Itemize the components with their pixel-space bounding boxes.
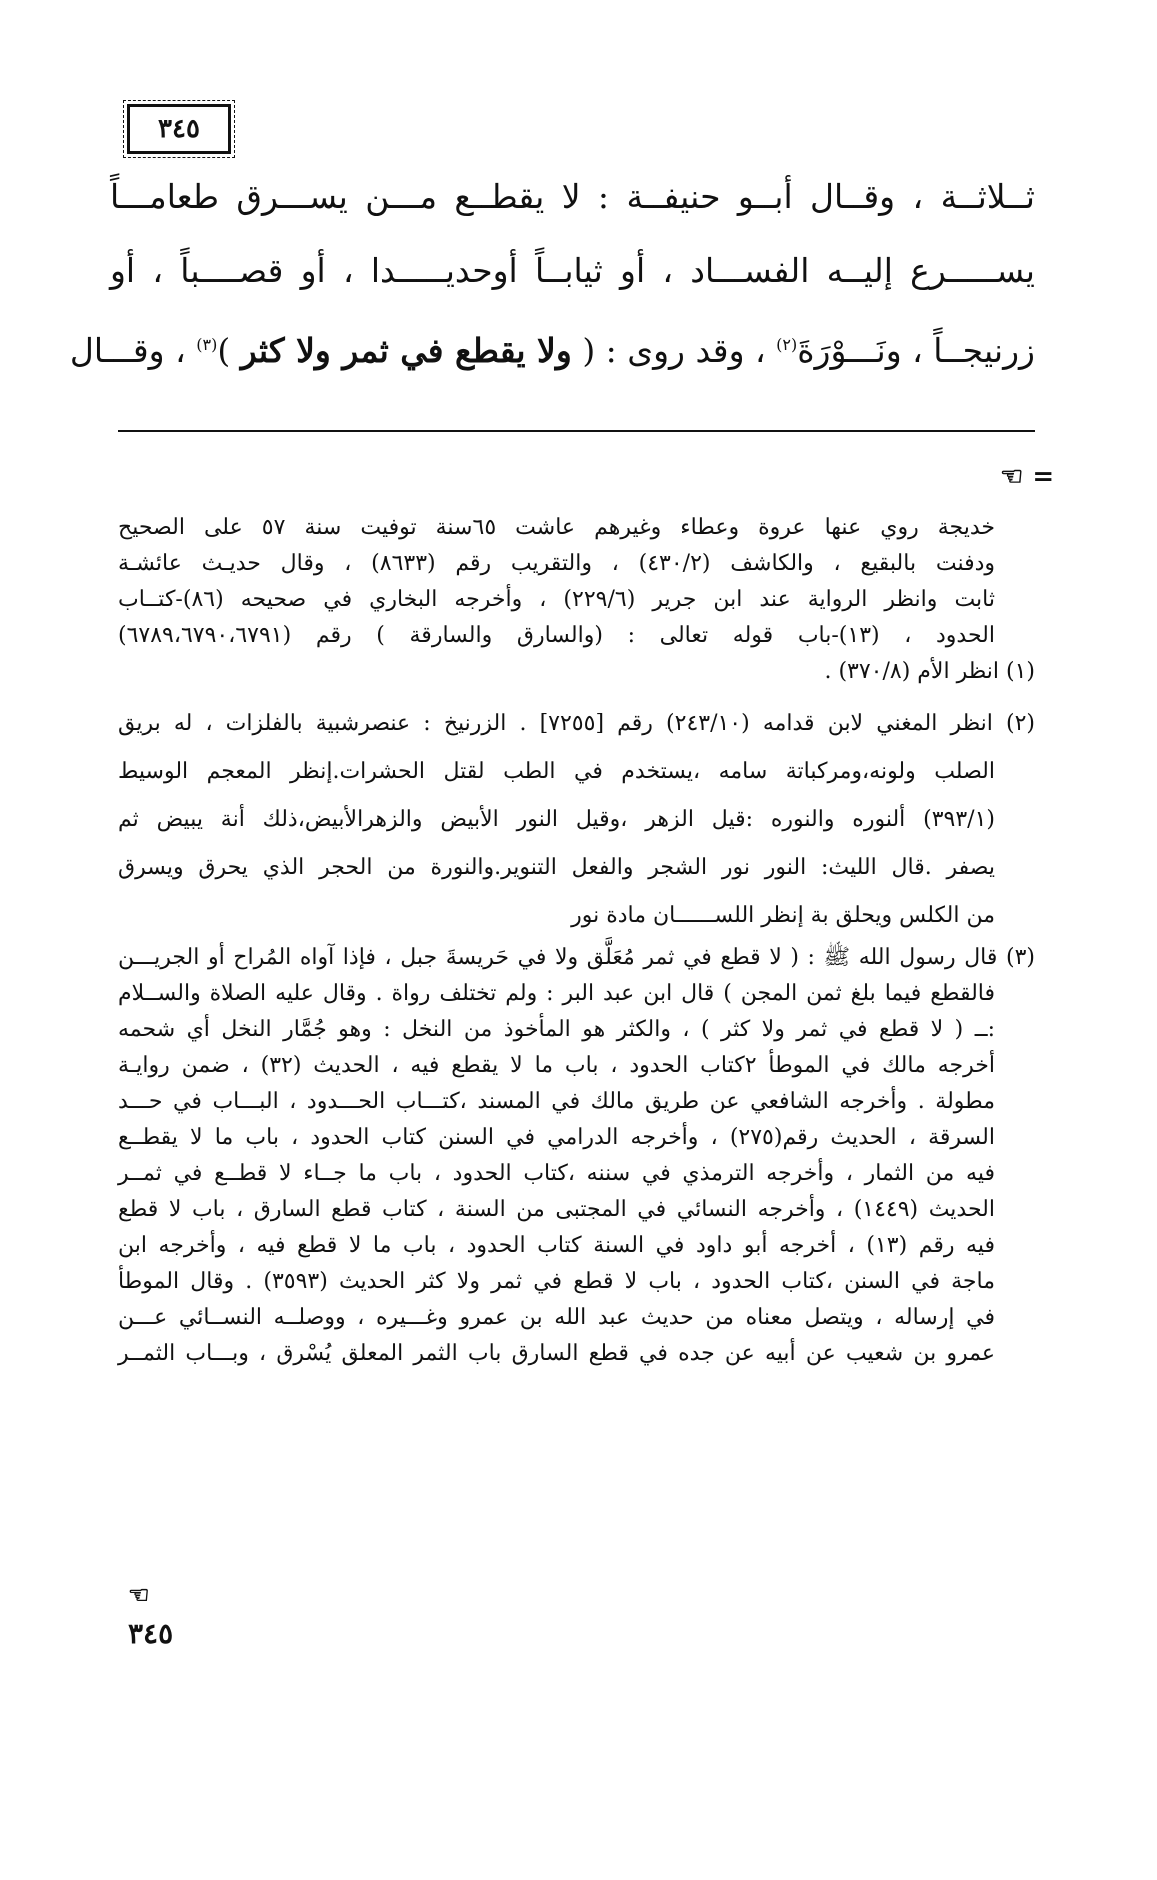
footnote-3-line: فيه من الثمار ، وأخرجه الترمذي في سننه ،كتاب الحدود ، باب ما جــاء لا قطــع في ثمــر xyxy=(118,1161,995,1186)
footnote-3-line: فالقطع فيما بلغ ثمن المجن ) قال ابن عبد البر : ولم تختلف رواة . وقال عليه الصلاة والســلام xyxy=(118,981,995,1006)
footnote-2-line: (٣٩٣/١) ألنوره والنوره :قيل الزهر ،وقيل النور الأبيض والزهرالأبيض،ذلك أنة يبيض ثم xyxy=(118,807,995,832)
footnote-3-line: ماجة في السنن ،كتاب الحدود ، باب لا قطع في ثمر ولا كثر الحديث (٣٥٩٣) . وقال الموطأ xyxy=(118,1269,995,1294)
footnote-3-line: فيه رقم (١٣) ، أخرجه أبو داود في السنة كتاب الحدود ، باب ما لا قطع فيه ، وأخرجه ابن xyxy=(118,1233,995,1258)
footnote-2-line: يصفر .قال الليث: النور نور الشجر والفعل التنوير.والنورة من الحجر الذي يحرق ويسرق xyxy=(118,855,995,880)
pointing-hand-icon: ☜ xyxy=(128,1580,150,1609)
footnote-line: الحدود ، (١٣)-باب قوله تعالى : (والسارق والسارقة ) رقم (٦٧٨٩،٦٧٩٠،٦٧٩١) xyxy=(118,623,995,648)
footnote-3-line: السرقة ، الحديث رقم(٢٧٥) ، وأخرجه الدرامي في السنن كتاب الحدود ، باب ما لا يقطــع xyxy=(118,1125,995,1150)
footnote-3-line: :ــ ( لا قطع في ثمر ولا كثر ) ، والكثر هو المأخوذ من النخل : وهو جُمَّار النخل أي شحمه xyxy=(118,1017,995,1042)
footnote-3-line: أخرجه مالك في الموطأ ٢كتاب الحدود ، باب ما لا يقطع فيه ، الحديث (٣٢) ، ضمن روايـة xyxy=(118,1053,995,1078)
page-number-badge: ٣٤٥ xyxy=(127,104,231,154)
footnotes-block xyxy=(118,510,1035,1372)
main-text-line xyxy=(69,308,1035,382)
main-text-line: ثــلاثــة ، وقــال أبــو حنيفــة : لا يقطــع مـــن يســـرق طعامـــاً xyxy=(110,177,1035,216)
main-text-line: يســـــرع إليــه الفســـاد ، أو ثيابــاً أوحديـــــدا ، أو قصــــباً ، أو xyxy=(110,251,1035,290)
footnote-3-line: في إرساله ، ويتصل معناه من حديث عبد الله بن عمرو وغـــيره ، ووصلــه النســائي عـــن xyxy=(118,1305,995,1330)
main-text-segment: ) xyxy=(217,331,241,370)
continuation-arrow-icon: ☜ = xyxy=(1000,462,1055,492)
footnote-3-line: مطولة . وأخرجه الشافعي عن طريق مالك في المسند ،كتـــاب الحـــدود ، البـــاب في حـــد xyxy=(118,1089,995,1114)
footnote-3-line: الحديث (١٤٤٩) ، وأخرجه النسائي في المجتبى من السنة ، كتاب قطع السارق ، باب لا قطع xyxy=(118,1197,995,1222)
footnote-ref-2: (٢) xyxy=(776,335,798,354)
main-text-block xyxy=(69,160,1035,382)
footnote-line: خديجة روي عنها عروة وعطاء وغيرهم عاشت ٦٥سنة توفيت سنة ٥٧ على الصحيح xyxy=(118,515,996,540)
footnote-2-line: الصلب ولونه،ومركباتة سامه ،يستخدم في الطب لقتل الحشرات.إنظر المعجم الوسيط xyxy=(118,759,995,784)
quoted-hadith: ولا يقطع في ثمر ولا كثر xyxy=(240,331,572,370)
footnote-3-line: (٣) قال رسول الله ﷺ : ( لا قطع في ثمر مُعَلَّق ولا في حَريسةَ جبل ، فإذا آواه المُراح أو الجريـــن xyxy=(118,945,1035,970)
footnote-1: (١) انظر الأم (٣٧٠/٨) . xyxy=(824,659,1035,684)
footnote-line: ودفنت بالبقيع ، والكاشف (٤٣٠/٢) ، والتقريب رقم (٨٦٣٣) ، وقال حديـث عائشـة xyxy=(118,551,996,576)
footnote-ref-3: (٣) xyxy=(196,335,218,354)
footnote-3-line: عمرو بن شعيب عن أبيه عن جده في قطع السارق باب الثمر المعلق يُسْرق ، وبـــاب الثمــر xyxy=(118,1341,995,1366)
footnote-separator xyxy=(118,430,1035,432)
page-number-footer: ٣٤٥ xyxy=(128,1617,174,1650)
footnote-2-line: من الكلس ويحلق بة إنظر اللســــــان مادة نور xyxy=(571,903,995,928)
main-text-segment: ، وقد روى : ( xyxy=(571,331,777,370)
main-text-segment: زرنيجــاً ، ونَـــوْرَةَ xyxy=(797,331,1035,370)
footnote-line: ثابت وانظر الرواية عند ابن جرير (٢٢٩/٦) ، وأخرجه البخاري في صحيحه (٨٦)-كتــاب xyxy=(118,587,996,612)
main-text-segment: ، وقـــال xyxy=(69,331,197,370)
footnote-2-line: (٢) انظر المغني لابن قدامه (٢٤٣/١٠) رقم [٧٢٥٥] . الزرنيخ : عنصرشبية بالفلزات ، له بريق xyxy=(118,711,1035,736)
